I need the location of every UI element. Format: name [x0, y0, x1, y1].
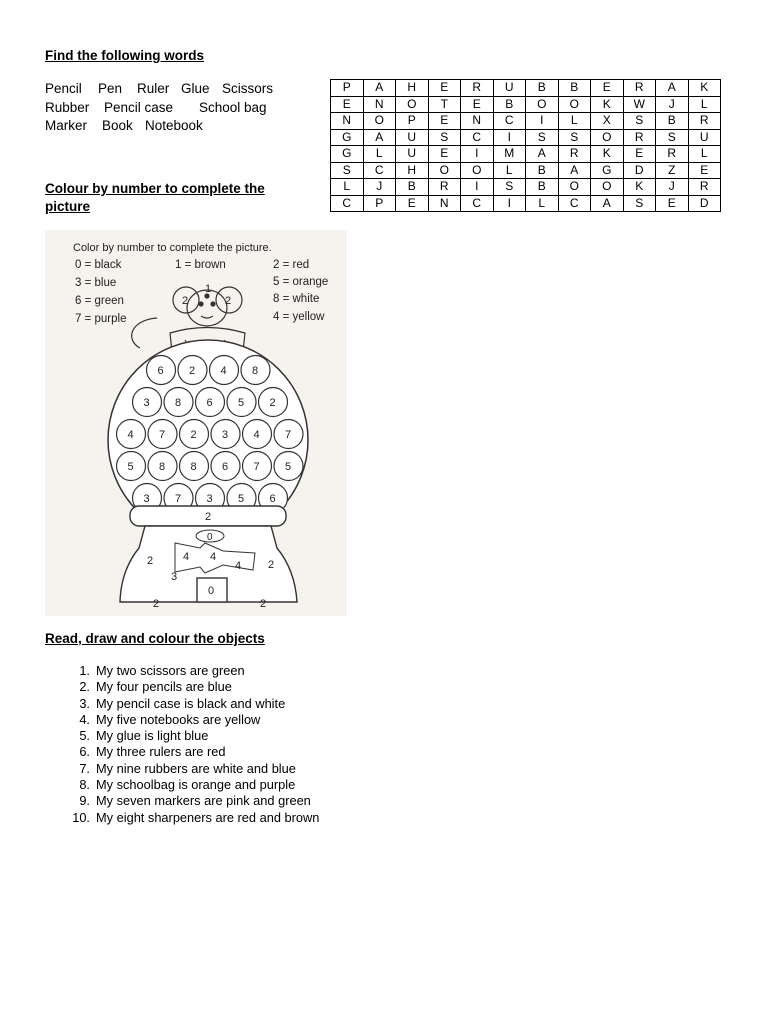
grid-cell: R: [688, 113, 721, 130]
item-number: 3.: [79, 695, 90, 711]
grid-cell: R: [623, 129, 656, 146]
item-number: 1.: [79, 663, 90, 678]
word-item: Pencil: [45, 81, 82, 96]
grid-cell: W: [623, 96, 656, 113]
word-search-grid: [330, 79, 721, 212]
grid-cell: J: [656, 179, 689, 196]
word-item: Pencil case: [104, 99, 174, 115]
legend-item: 6 = green: [75, 295, 124, 307]
grid-cell: O: [558, 96, 591, 113]
instruction-item: [68, 679, 319, 695]
grid-row: [331, 96, 721, 113]
item-text: My schoolbag is orange and purple: [96, 777, 296, 793]
grid-cell: A: [591, 195, 624, 212]
grid-cell: R: [428, 179, 461, 196]
picture-title: Color by number to complete the picture.: [73, 242, 272, 254]
word-item: Glue: [181, 81, 210, 96]
grid-cell: L: [558, 113, 591, 130]
grid-row: [331, 129, 721, 146]
grid-cell: S: [526, 129, 559, 146]
word-item: Notebook: [145, 118, 203, 133]
item-number: 8.: [79, 777, 90, 793]
item-text: My two scissors are green: [96, 663, 245, 678]
grid-cell: C: [558, 195, 591, 212]
item-number: 10.: [72, 809, 90, 825]
grid-row: [331, 179, 721, 196]
grid-cell: R: [688, 179, 721, 196]
grid-cell: L: [363, 146, 396, 163]
grid-cell: R: [623, 80, 656, 97]
gumball-number: 5: [285, 461, 292, 473]
door-number: 0: [208, 585, 215, 597]
gumball-number: 8: [252, 365, 259, 377]
item-text: My seven markers are pink and green: [96, 793, 311, 809]
grid-cell: U: [688, 129, 721, 146]
grid-cell: E: [688, 162, 721, 179]
grid-cell: H: [396, 162, 429, 179]
grid-cell: X: [591, 113, 624, 130]
item-number: 5.: [79, 728, 90, 744]
grid-cell: K: [591, 146, 624, 163]
grid-row: [331, 113, 721, 130]
grid-cell: E: [331, 96, 364, 113]
word-item: School bag: [199, 99, 267, 115]
grid-row: [331, 80, 721, 97]
gumball-number: 8: [175, 397, 182, 409]
grid-cell: S: [623, 113, 656, 130]
word-list-line: [45, 117, 273, 136]
gumball-number: 4: [253, 429, 260, 441]
item-number: 9.: [79, 793, 90, 809]
grid-cell: L: [688, 96, 721, 113]
grid-cell: C: [363, 162, 396, 179]
grid-cell: Z: [656, 162, 689, 179]
gumball-number: 8: [190, 461, 197, 473]
heading-line: Colour by number to complete the: [45, 181, 265, 196]
grid-cell: J: [656, 96, 689, 113]
grid-cell: L: [688, 146, 721, 163]
gumball-number: 4: [220, 365, 227, 377]
instruction-item: [68, 777, 319, 793]
grid-cell: K: [623, 179, 656, 196]
grid-cell: I: [461, 179, 494, 196]
grid-cell: U: [493, 80, 526, 97]
grid-cell: O: [591, 129, 624, 146]
legend-item: 8 = white: [273, 293, 320, 305]
word-item: Book: [102, 118, 133, 133]
grid-cell: B: [493, 96, 526, 113]
gumball-number: 7: [175, 493, 182, 505]
instruction-list: [68, 663, 319, 826]
gumball-number: 7: [285, 429, 292, 441]
item-text: My three rulers are red: [96, 744, 226, 760]
word-item: Ruler: [137, 81, 170, 96]
color-by-number-picture: [45, 230, 347, 616]
grid-cell: D: [623, 162, 656, 179]
instruction-item: [68, 744, 319, 760]
item-number: 7.: [79, 760, 90, 776]
colour-by-number-heading: [45, 180, 265, 216]
grid-cell: K: [591, 96, 624, 113]
grid-cell: G: [331, 146, 364, 163]
grid-cell: O: [591, 179, 624, 196]
grid-cell: E: [428, 80, 461, 97]
grid-cell: C: [493, 113, 526, 130]
gumball-number: 4: [127, 429, 134, 441]
grid-cell: S: [623, 195, 656, 212]
grid-cell: B: [558, 80, 591, 97]
grid-cell: E: [461, 96, 494, 113]
read-draw-heading: Read, draw and colour the objects: [45, 631, 265, 646]
grid-cell: N: [461, 113, 494, 130]
gumball-number: 6: [157, 365, 164, 377]
mouse-number: 1: [205, 283, 212, 295]
gumball-number: 2: [190, 429, 197, 441]
gumball-number: 2: [189, 365, 196, 377]
grid-cell: E: [428, 146, 461, 163]
grid-cell: C: [331, 195, 364, 212]
gumball-number: 3: [143, 397, 150, 409]
base-number: 2: [260, 598, 267, 610]
grid-cell: R: [656, 146, 689, 163]
grid-cell: I: [493, 195, 526, 212]
grid-cell: I: [461, 146, 494, 163]
grid-cell: B: [396, 179, 429, 196]
grid-cell: S: [656, 129, 689, 146]
handle-number: 4: [183, 551, 190, 563]
grid-cell: E: [428, 113, 461, 130]
handle-number: 4: [210, 551, 217, 563]
item-text: My nine rubbers are white and blue: [96, 760, 296, 776]
grid-row: [331, 146, 721, 163]
grid-cell: O: [428, 162, 461, 179]
grid-cell: S: [558, 129, 591, 146]
grid-cell: B: [656, 113, 689, 130]
grid-cell: O: [461, 162, 494, 179]
grid-cell: R: [558, 146, 591, 163]
grid-cell: S: [493, 179, 526, 196]
item-text: My eight sharpeners are red and brown: [96, 809, 320, 825]
word-item: Rubber: [45, 99, 90, 115]
grid-cell: O: [363, 113, 396, 130]
gumball-number: 5: [238, 493, 245, 505]
rim-number: 2: [205, 511, 212, 523]
item-text: My glue is light blue: [96, 728, 209, 744]
gumball-number: 6: [269, 493, 276, 505]
gumball-number: 6: [222, 461, 229, 473]
grid-cell: C: [461, 195, 494, 212]
grid-cell: N: [363, 96, 396, 113]
legend-item: 1 = brown: [175, 259, 226, 271]
grid-cell: B: [526, 179, 559, 196]
grid-cell: U: [396, 146, 429, 163]
gumball-number: 7: [253, 461, 260, 473]
gumball-number: 7: [159, 429, 166, 441]
gumball-number: 8: [159, 461, 166, 473]
grid-cell: J: [363, 179, 396, 196]
gumball-number: 3: [143, 493, 150, 505]
base-number: 3: [171, 571, 178, 583]
legend-item: 0 = black: [75, 259, 122, 271]
grid-cell: L: [331, 179, 364, 196]
base-number: 2: [153, 598, 160, 610]
word-item: Marker: [45, 118, 88, 133]
item-number: 2.: [79, 679, 90, 695]
grid-cell: H: [396, 80, 429, 97]
item-text: My five notebooks are yellow: [96, 711, 261, 727]
mouse-number: 2: [225, 295, 232, 307]
item-text: My four pencils are blue: [96, 679, 232, 695]
grid-cell: E: [591, 80, 624, 97]
grid-cell: L: [526, 195, 559, 212]
grid-row: [331, 195, 721, 212]
grid-cell: N: [428, 195, 461, 212]
grid-cell: A: [363, 129, 396, 146]
gumball-number: 3: [222, 429, 229, 441]
grid-cell: E: [623, 146, 656, 163]
instruction-item: [68, 663, 319, 679]
grid-cell: I: [493, 129, 526, 146]
grid-row: [331, 162, 721, 179]
grid-cell: O: [558, 179, 591, 196]
item-text: My pencil case is black and white: [96, 695, 286, 711]
legend-item: 7 = purple: [75, 313, 127, 325]
grid-cell: B: [526, 80, 559, 97]
grid-cell: G: [331, 129, 364, 146]
gumball-number: 5: [238, 397, 245, 409]
grid-cell: K: [688, 80, 721, 97]
grid-cell: A: [656, 80, 689, 97]
instruction-item: [68, 810, 319, 826]
grid-cell: A: [558, 162, 591, 179]
gumball-number: 5: [127, 461, 134, 473]
instruction-item: [68, 696, 319, 712]
grid-cell: O: [526, 96, 559, 113]
item-number: 4.: [79, 711, 90, 727]
instruction-item: [68, 793, 319, 809]
legend-item: 5 = orange: [273, 276, 329, 288]
legend-item: 2 = red: [273, 259, 310, 271]
grid-cell: N: [331, 113, 364, 130]
word-item: Scissors: [222, 81, 274, 96]
grid-cell: B: [526, 162, 559, 179]
find-words-heading: Find the following words: [45, 48, 204, 63]
instruction-item: [68, 712, 319, 728]
instruction-item: [68, 728, 319, 744]
grid-cell: P: [396, 113, 429, 130]
grid-cell: P: [331, 80, 364, 97]
grid-cell: O: [396, 96, 429, 113]
grid-cell: S: [428, 129, 461, 146]
grid-cell: M: [493, 146, 526, 163]
grid-cell: L: [493, 162, 526, 179]
knob-number: 0: [207, 532, 213, 543]
word-item: Pen: [98, 81, 123, 96]
grid-cell: R: [461, 80, 494, 97]
grid-cell: E: [396, 195, 429, 212]
grid-cell: U: [396, 129, 429, 146]
gumball-number: 2: [269, 397, 276, 409]
legend-item: 4 = yellow: [273, 311, 325, 323]
item-number: 6.: [79, 744, 90, 760]
word-list-line: [45, 80, 273, 99]
grid-cell: T: [428, 96, 461, 113]
word-list-line: [45, 99, 273, 118]
base-number: 2: [147, 555, 154, 567]
grid-cell: P: [363, 195, 396, 212]
grid-cell: C: [461, 129, 494, 146]
mouse-number: 2: [182, 295, 189, 307]
grid-cell: S: [331, 162, 364, 179]
base-number: 2: [268, 559, 275, 571]
word-list: [45, 80, 273, 136]
grid-cell: G: [591, 162, 624, 179]
grid-cell: A: [363, 80, 396, 97]
grid-cell: I: [526, 113, 559, 130]
heading-line: picture: [45, 199, 91, 214]
gumball-number: 3: [206, 493, 213, 505]
grid-cell: D: [688, 195, 721, 212]
gumball-number: 6: [206, 397, 213, 409]
grid-cell: A: [526, 146, 559, 163]
handle-number: 4: [235, 560, 242, 572]
instruction-item: [68, 761, 319, 777]
grid-cell: E: [656, 195, 689, 212]
legend-item: 3 = blue: [75, 277, 117, 289]
